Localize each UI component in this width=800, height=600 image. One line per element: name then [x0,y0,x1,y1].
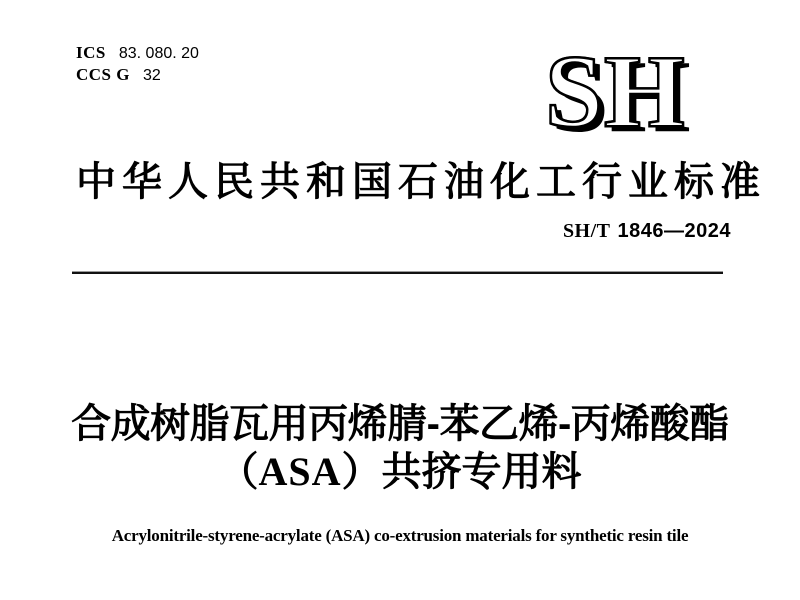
ics-label: ICS [76,43,106,62]
fullwidth-paren-close: ） [341,450,382,494]
title-english: Acrylonitrile-styrene-acrylate (ASA) co-extrusion materials for synthetic resin tile [111,526,689,545]
classification-codes [76,42,199,86]
ics-code-line [76,42,199,64]
sh-logo: SH [545,34,686,149]
standard-number-value: 1846—2024 [617,220,731,242]
standard-body-heading: 中华人民共和国石油化工行业标准 [76,159,766,204]
title-chinese-line1: 合成树脂瓦用丙烯腈-苯乙烯-丙烯酸酯 [71,402,729,446]
fullwidth-paren-open: （ [218,450,259,494]
standard-number [563,219,731,243]
title-chinese-line2 [0,448,800,496]
ccs-label: CCS G [76,65,130,84]
title-chinese [0,401,800,496]
ccs-code-line [76,64,199,86]
asa-acronym: ASA [258,449,342,494]
ccs-value: 32 [142,67,161,84]
standard-number-prefix: SH/T [562,220,611,242]
horizontal-rule [72,271,723,274]
ics-value: 83. 080. 20 [118,45,199,62]
title-chinese-line2-suffix: 共挤专用料 [381,450,582,494]
